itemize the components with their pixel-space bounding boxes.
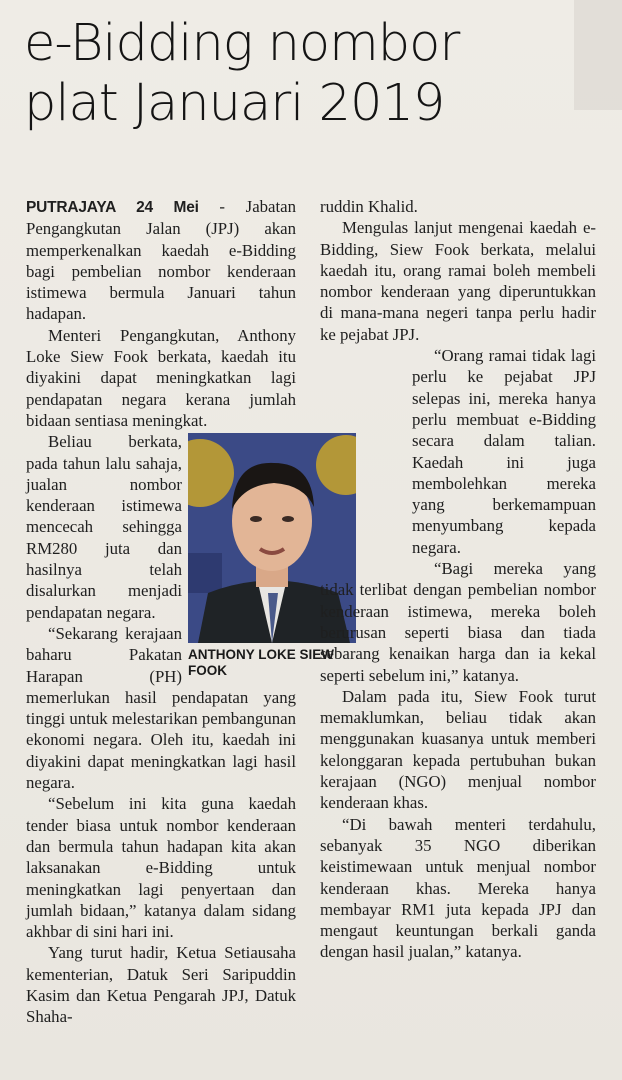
article-paragraph: “Di bawah menteri terdahulu, sebanyak 35 NGO diberikan keistimewaan untuk menjual nombor kenderaan khas. Mereka hanya membayar RM1 juta kepada JPJ dan mengaut keuntungan berkali ganda dengan hasil jualan,” katanya. [320, 814, 596, 962]
article-column-1 [26, 196, 335, 1028]
article-paragraph: Mengulas lanjut mengenai kaedah e-Bidding, Siew Fook berkata, melalui kaedah itu, orang ramai boleh membeli nombor kenderaan yang diperuntukkan di mana-mana negeri tanpa perlu hadir ke pejabat JPJ. [320, 218, 596, 344]
article-paragraph: Beliau berkata, pada tahun lalu sahaja, jualan nombor kenderaan istimewa mencecah sehingga RM280 juta dan hasilnya telah disalurkan menjadi pendapatan negara. [26, 432, 182, 622]
article-paragraph: “Bagi mereka yang tidak terlibat dengan pembelian nombor kenderaan istimewa, mereka boleh berurusan seperti biasa dan tiada sebarang kenaikan harga dan ia kekal seperti sebelum ini,” katanya. [320, 559, 596, 685]
article-paragraph: ruddin Khalid. [320, 197, 418, 216]
article-column-2 [320, 196, 596, 963]
photo-wrap-space [320, 345, 412, 573]
article-paragraph: PUTRAJAYA 24 Mei - Jabatan Pengangkutan Jalan (JPJ) akan memperkenalkan kaedah e-Bidding bagi pembelian nombor kenderaan istimewa bermula Januari tahun hadapan. [26, 197, 296, 324]
headline-line-1: e-Bidding nombor [24, 14, 460, 73]
article-paragraph: “Orang ramai tidak lagi perlu ke pejabat JPJ selepas ini, mereka hanya perlu membuat e-Bidding secara dalam talian. Kaedah ini juga membolehkan mereka yang berkemampuan menyumbang kepada negara. [412, 346, 596, 557]
adjacent-page-edge [574, 0, 622, 110]
photo-caption: ANTHONY LOKE SIEW FOOK [188, 647, 335, 679]
article-paragraph: “Sebelum ini kita guna kaedah tender biasa untuk nombor kenderaan dan bermula tahun hadapan kita akan laksanakan e-Bidding untuk meningkatkan lagi penyertaan dan jumlah bidaan,” katanya dalam sidang akhbar di sini hari ini. [26, 794, 296, 942]
headline [24, 14, 564, 134]
headline-line-2: plat Januari 2019 [24, 74, 445, 133]
article-paragraph: Dalam pada itu, Siew Fook turut memaklumkan, beliau tidak akan menggunakan kuasanya untuk memberi kelonggaran kepada pertubuhan bukan kerajaan (NGO) menjual nombor kenderaan khas. [320, 686, 596, 813]
dateline: PUTRAJAYA 24 Mei [26, 199, 199, 216]
article-paragraph: “Sekarang kerajaan baharu Pakatan Harapan (PH) memerlukan hasil pendapatan yang tinggi untuk melestarikan pembangunan ekonomi negara. Oleh itu, kaedah ini diyakini dapat meningkatkan lagi hasil negara. [26, 623, 296, 793]
article-paragraph: Yang turut hadir, Ketua Setiausaha kementerian, Datuk Seri Saripuddin Kasim dan Ketua Pengarah JPJ, Datuk Shaha- [26, 943, 296, 1027]
article-paragraph: Menteri Pengangkutan, Anthony Loke Siew Fook berkata, kaedah itu diyakini dapat meningkatkan lagi pendapatan negara kerana jumlah bidaan sentiasa meningkat. [26, 325, 296, 430]
